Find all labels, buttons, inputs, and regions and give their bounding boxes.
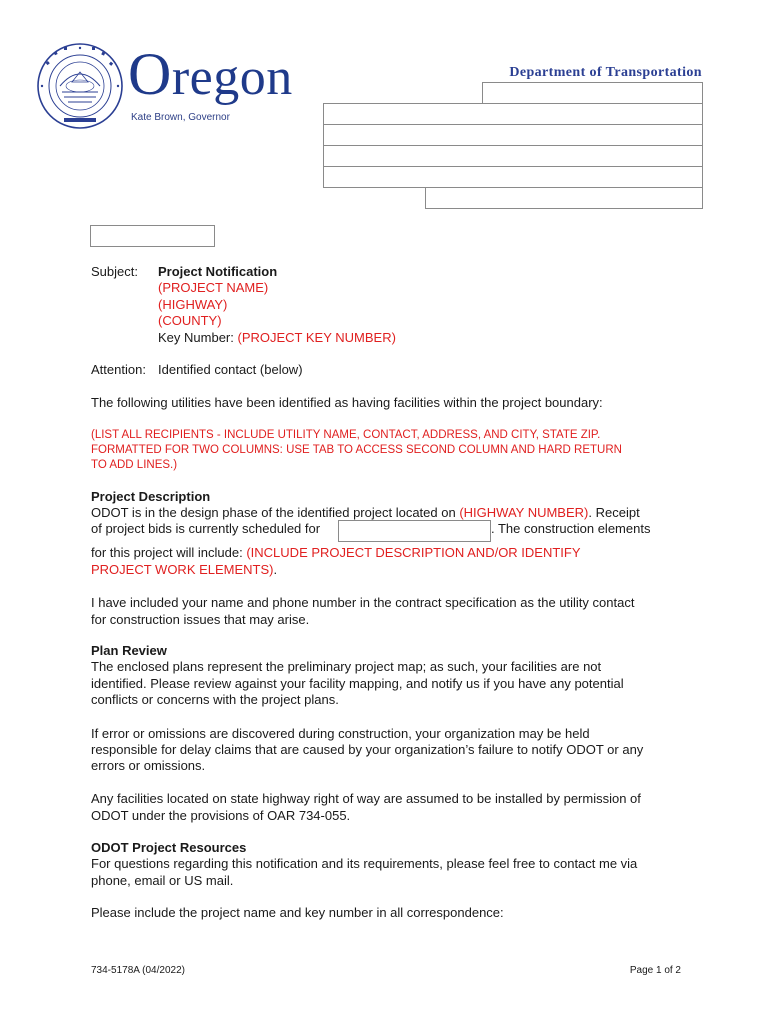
desc-text: . — [273, 562, 278, 577]
recipients-instruction-3: TO ADD LINES.) — [91, 459, 178, 471]
address-field-4[interactable] — [323, 166, 703, 188]
contact-paragraph-1: I have included your name and phone number in the contract specification as the utility contact — [91, 595, 635, 610]
project-description-line-2b: . The construction elements — [491, 521, 651, 536]
errors-paragraph-3: errors or omissions. — [91, 758, 206, 773]
plan-review-line-2: identified. Please review against your facility mapping, and notify us if you have any potential — [91, 676, 624, 691]
recipients-instruction-2: FORMATTED FOR TWO COLUMNS: USE TAB TO ACCESS SECOND COLUMN AND HARD RETURN — [91, 444, 622, 456]
facilities-paragraph-1: Any facilities located on state highway right of way are assumed to be installed by permission of — [91, 791, 641, 806]
key-number-label: Key Number: — [158, 330, 234, 345]
project-name-placeholder: (PROJECT NAME) — [158, 280, 269, 295]
errors-paragraph-1: If error or omissions are discovered during construction, your organization may be held — [91, 726, 590, 741]
work-elements-placeholder: PROJECT WORK ELEMENTS) — [91, 562, 274, 577]
highway-number-placeholder: (HIGHWAY NUMBER) — [459, 505, 589, 520]
form-number: 734-5178A (04/2022) — [91, 965, 185, 976]
address-field-1[interactable] — [323, 103, 703, 125]
contact-paragraph-2: for construction issues that may arise. — [91, 612, 310, 627]
project-description-line-3 — [91, 545, 581, 562]
project-description-heading: Project Description — [91, 489, 211, 504]
department-title: Department of Transportation — [509, 65, 702, 80]
project-description-placeholder: (INCLUDE PROJECT DESCRIPTION AND/OR IDENTIFY — [246, 545, 581, 560]
address-field-5[interactable] — [425, 187, 703, 209]
project-description-line-2a: of project bids is currently scheduled for — [91, 521, 321, 536]
resources-heading: ODOT Project Resources — [91, 840, 247, 855]
attention-value: Identified contact (below) — [158, 362, 303, 377]
bid-date-field[interactable] — [338, 520, 491, 542]
plan-review-line-1: The enclosed plans represent the preliminary project map; as such, your facilities are not — [91, 659, 602, 674]
desc-text: . Receipt — [588, 505, 640, 520]
county-placeholder: (COUNTY) — [158, 313, 222, 328]
attention-label: Attention: — [91, 362, 146, 377]
key-number-line — [158, 330, 396, 347]
resources-line-2: phone, email or US mail. — [91, 873, 234, 888]
governor-line: Kate Brown, Governor — [131, 112, 230, 123]
desc-text: for this project will include: — [91, 545, 247, 560]
errors-paragraph-2: responsible for delay claims that are caused by your organization’s failure to notify ODOT or any — [91, 742, 644, 757]
correspondence-note: Please include the project name and key number in all correspondence: — [91, 905, 504, 920]
subject-title: Project Notification — [158, 264, 278, 279]
plan-review-line-3: conflicts or concerns with the project plans. — [91, 692, 339, 707]
project-description-line-4 — [91, 562, 277, 579]
key-number-placeholder: (PROJECT KEY NUMBER) — [237, 330, 396, 345]
oregon-wordmark: Oregon — [128, 41, 293, 107]
plan-review-heading: Plan Review — [91, 643, 167, 658]
subject-label: Subject: — [91, 264, 138, 279]
resources-line-1: For questions regarding this notification and its requirements, please feel free to contact me via — [91, 856, 638, 871]
date-field[interactable] — [482, 82, 703, 104]
page-number: Page 1 of 2 — [629, 965, 681, 976]
highway-placeholder: (HIGHWAY) — [158, 297, 228, 312]
address-field-3[interactable] — [323, 145, 703, 167]
recipients-instruction-1: (LIST ALL RECIPIENTS - INCLUDE UTILITY NAME, CONTACT, ADDRESS, AND CITY, STATE ZIP. — [91, 429, 601, 441]
utilities-intro: The following utilities have been identified as having facilities within the project boundary: — [91, 395, 603, 410]
address-field-2[interactable] — [323, 124, 703, 146]
reference-field[interactable] — [90, 225, 215, 247]
state-seal-logo — [34, 42, 126, 130]
desc-text: ODOT is in the design phase of the identified project located on — [91, 505, 460, 520]
facilities-paragraph-2: ODOT under the provisions of OAR 734-055. — [91, 808, 351, 823]
